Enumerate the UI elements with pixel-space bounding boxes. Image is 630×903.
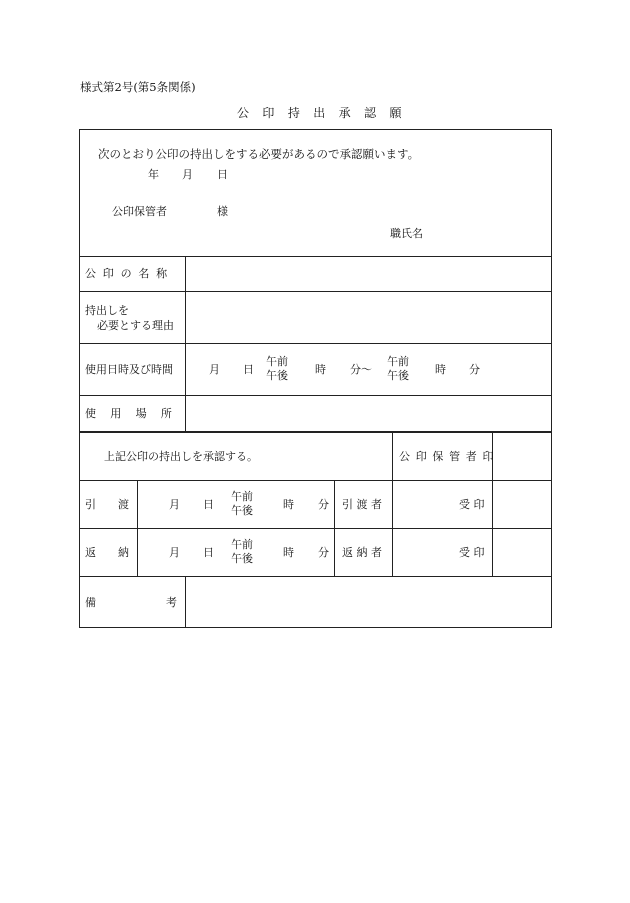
place-label: 使 用 場 所 [85, 407, 174, 420]
return-month: 月 [169, 546, 180, 559]
divider-reason [79, 343, 552, 344]
person-label-divider [334, 480, 335, 577]
divider-approval [79, 431, 552, 433]
datetime-day: 日 [243, 363, 254, 376]
request-day: 日 [217, 168, 228, 181]
datetime-end-minute: 分 [469, 363, 480, 376]
handover-person-label: 引 渡 者 [342, 498, 382, 511]
handover-hour: 時 [283, 498, 294, 511]
reason-label-line1: 持出しを [85, 304, 129, 317]
return-day: 日 [203, 546, 214, 559]
handover-pm: 午後 [231, 504, 253, 517]
handover-day: 日 [203, 498, 214, 511]
remarks-label-second: 考 [166, 596, 177, 609]
reason-field[interactable] [187, 293, 549, 342]
divider-datetime [79, 395, 552, 396]
divider-handover [79, 528, 552, 529]
handover-seal-box[interactable] [494, 482, 550, 527]
form-title: 公 印 持 出 承 認 願 [237, 106, 407, 120]
datetime-start-ampm [266, 355, 288, 383]
seal-name-field[interactable] [187, 258, 549, 290]
remarks-label-first: 備 [85, 596, 96, 609]
request-applicant: 職氏名 [390, 227, 423, 240]
table-bottom-border [79, 627, 552, 628]
request-honorific: 様 [217, 205, 228, 218]
return-label: 返 納 [85, 546, 129, 559]
divider-request [79, 256, 552, 257]
datetime-start-am: 午前 [266, 355, 288, 368]
approval-divider-a [392, 432, 393, 576]
approval-statement: 上記公印の持出しを承認する。 [104, 450, 258, 463]
remarks-field[interactable] [187, 578, 549, 626]
table-right-border [551, 129, 552, 628]
divider-return [79, 576, 552, 577]
table-top-border [79, 129, 552, 130]
return-pm: 午後 [231, 552, 253, 565]
handover-label-divider [137, 480, 138, 577]
return-seal-box[interactable] [494, 530, 550, 575]
return-receipt: 受 印 [459, 546, 485, 559]
divider-statement [79, 480, 552, 481]
datetime-end-am: 午前 [387, 355, 409, 368]
datetime-end-hour: 時 [435, 363, 446, 376]
datetime-start-hour: 時 [315, 363, 326, 376]
remarks-label-divider [185, 576, 186, 628]
label-column-divider-upper [185, 256, 186, 432]
table-left-border [79, 129, 80, 628]
handover-receipt: 受 印 [459, 498, 485, 511]
datetime-end-pm: 午後 [387, 369, 409, 382]
keeper-seal-box[interactable] [494, 434, 550, 479]
return-ampm [231, 538, 253, 566]
return-minute: 分 [318, 546, 329, 559]
datetime-end-ampm [387, 355, 409, 383]
place-field[interactable] [187, 397, 549, 430]
datetime-label: 使用日時及び時間 [85, 363, 173, 376]
handover-am: 午前 [231, 490, 253, 503]
handover-month: 月 [169, 498, 180, 511]
handover-label: 引 渡 [85, 498, 129, 511]
seal-name-label: 公 印 の 名 称 [85, 267, 169, 280]
request-year: 年 [148, 168, 159, 181]
datetime-start-pm: 午後 [266, 369, 288, 382]
return-person-label: 返 納 者 [342, 546, 382, 559]
datetime-month: 月 [209, 363, 220, 376]
form-number: 様式第2号(第5条関係) [80, 80, 196, 94]
request-addressee: 公印保管者 [112, 205, 167, 218]
reason-label-line2: 必要とする理由 [97, 319, 174, 332]
request-month: 月 [182, 168, 193, 181]
handover-ampm [231, 490, 253, 518]
handover-minute: 分 [318, 498, 329, 511]
request-intro: 次のとおり公印の持出しをする必要があるので承認願います。 [98, 147, 420, 161]
keeper-seal-label: 公 印 保 管 者 印 [399, 450, 495, 463]
datetime-start-minute: 分～ [350, 363, 372, 376]
return-hour: 時 [283, 546, 294, 559]
return-am: 午前 [231, 538, 253, 551]
divider-seal-name [79, 291, 552, 292]
